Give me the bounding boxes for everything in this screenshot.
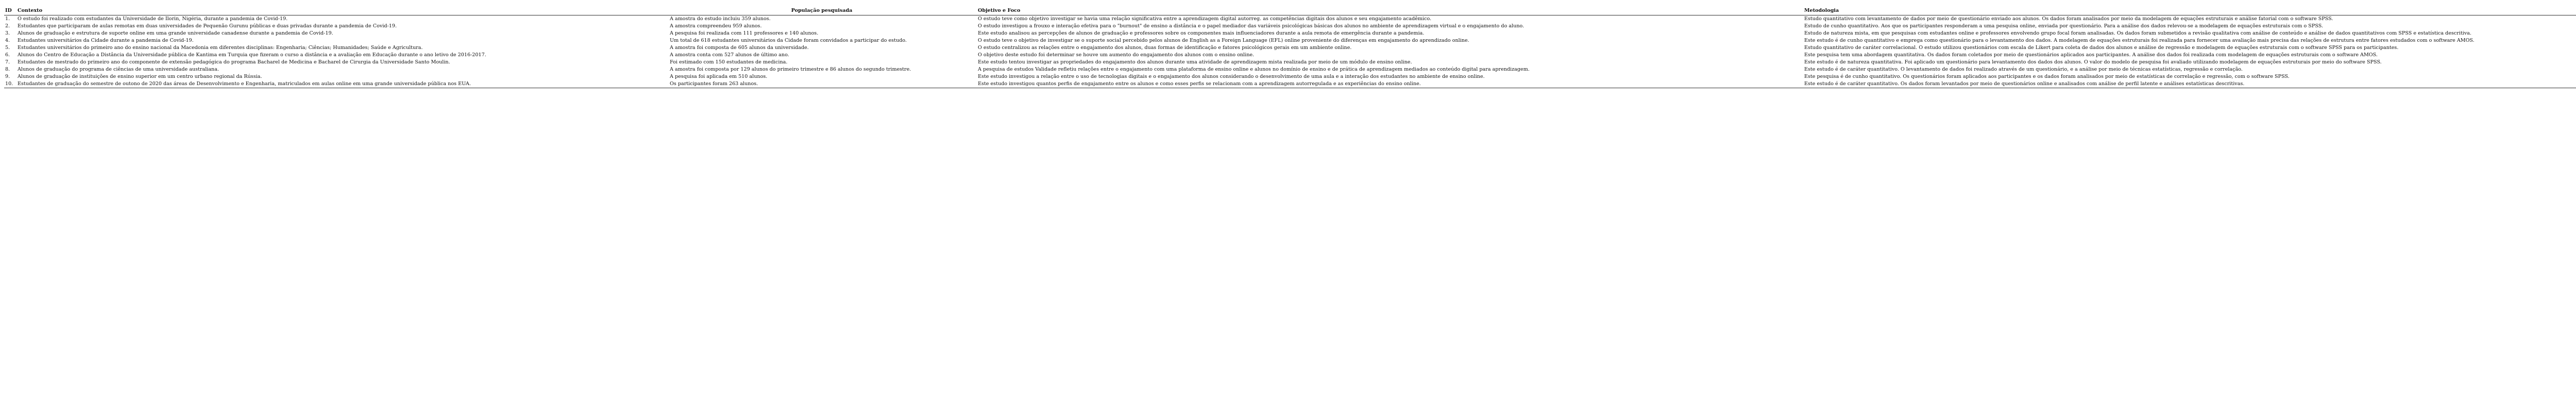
table-row [4, 80, 2576, 88]
cell-id: 2. [5, 23, 10, 29]
table-body [4, 15, 2576, 88]
cell-populacao: Um total de 618 estudantes universitários da Cidade foram convidados a participar do estudo. [670, 37, 907, 43]
cell-populacao: A amostra foi composta de 605 alunos da universidade. [670, 44, 809, 51]
cell-metodologia: Este estudo é de caráter quantitativo. Os dados foram levantados por meio de questionários online e analisados com análise de perfil latente e análises estatísticas descritivas. [1803, 80, 2576, 88]
cell-contexto: Alunos do Centro de Educação a Distância da Universidade pública de Kantima em Turquia que fizeram o curso a distância e a avaliação em Educação durante o ano letivo de 2016-2017. [18, 52, 486, 58]
cell-populacao: Foi estimado com 150 estudantes de medicina. [670, 59, 788, 65]
cell-contexto: Estudantes de mestrado do primeiro ano do componente de extensão pedagógica do programa Bacharel de Medicina e Bacharel de Cirurgia da Universidade Santo Moulin. [18, 59, 450, 65]
header-id: ID [4, 7, 16, 15]
cell-contexto: Estudantes universitários da Cidade durante a pandemia de Covid-19. [18, 37, 194, 43]
cell-objetivo: Este estudo analisou as percepções de alunos de graduação e professores sobre os componentes mais influenciadores durante a aula remota de emergência durante a pandemia. [978, 30, 1425, 36]
table-row [4, 44, 2576, 52]
cell-objetivo: O estudo teve como objetivo investigar se havia uma relação significativa entre a aprendizagem digital autorreg. as competências digitais dos alunos e seu engajamento acadêmico. [978, 15, 1432, 22]
cell-contexto: O estudo foi realizado com estudantes da Universidade de Ilorin, Nigéria, durante a pandemia de Covid-19. [18, 15, 288, 22]
cell-metodologia: Estudo de cunho quantitativo. Aos que os participantes responderam a uma pesquisa online, enviada por questionário. Para a análise dos dados relevou-se a modelagem de equações estruturais com o SPSS. [1804, 23, 2324, 29]
cell-objetivo: O estudo teve o objetivo de investigar se o suporte social percebido pelos alunos de English as a Foreign Language (EFL) online proveniente do diferenças em engajamento do aprendizado online. [978, 37, 1469, 43]
studies-table [4, 7, 2576, 88]
cell-objetivo: Este estudo investigou quantos perfis de engajamento entre os alunos e como esses perfis se relacionam com a aprendizagem autorregulada e as experiências do ensino online. [977, 80, 1803, 88]
cell-populacao: Os participantes foram 263 alunos. [669, 80, 977, 88]
cell-id: 6. [5, 52, 10, 58]
cell-metodologia: Estudo de natureza mista, em que pesquisas com estudantes online e professores envolvendo grupo focal foram analisadas. Os dados foram submetidos a revisão qualitativa com análise de conteúdo e análise de dados quantitativos com SPSS e estatística descritiva. [1804, 30, 2472, 36]
cell-contexto: Alunos de graduação de instituições de ensino superior em um centro urbano regional da Rússia. [18, 73, 262, 79]
cell-id: 10. [4, 80, 16, 88]
cell-populacao: A amostra foi composta por 129 alunos do primeiro trimestre e 86 alunos do segundo trimestre. [670, 66, 911, 72]
cell-populacao: A amostra compreendeu 959 alunos. [670, 23, 762, 29]
table-header [4, 7, 2576, 15]
cell-contexto: Alunos de graduação do programa de ciências de uma universidade australiana. [18, 66, 219, 72]
cell-objetivo: Este estudo tentou investigar as propriedades do engajamento dos alunos durante uma atividade de aprendizagem mista realizada por meio de um módulo de ensino online. [978, 59, 1412, 65]
cell-id: 9. [5, 73, 10, 79]
cell-contexto: Estudantes que participaram de aulas remotas em duas universidades de Pequenão Gurunu públicas e duas privadas durante a pandemia de Covid-19. [18, 23, 397, 29]
table-row [4, 59, 2576, 66]
table-row [4, 15, 2576, 22]
cell-objetivo: O estudo centralizou as relações entre o engajamento dos alunos, duas formas de identificação e fatores psicológicos gerais em um ambiente online. [978, 44, 1352, 51]
cell-objetivo: O estudo investigou a frouxo e interação efetiva para o "burnout" de ensino a distância e o papel mediador das variáveis psicológicas básicas dos alunos no ambiente de aprendizagem virtual e o engajamento do aluno. [978, 23, 1524, 29]
table-row [4, 30, 2576, 37]
cell-objetivo: A pesquisa de estudos Validade refletiu relações entre o engajamento com uma plataforma de ensino online e alunos no domínio de ensino e de prática de aprendizagem mediados ao conteúdo digital para aprendizagem. [978, 66, 1530, 72]
cell-objetivo: O objetivo deste estudo foi determinar se houve um aumento do engajamento dos alunos com o ensino online. [978, 52, 1255, 58]
cell-id: 1. [5, 15, 10, 22]
cell-contexto: Alunos de graduação e estrutura de suporte online em uma grande universidade canadense durante a pandemia de Covid-19. [18, 30, 333, 36]
cell-metodologia: Este estudo é de natureza quantitativa. Foi aplicado um questionário para levantamento dos dados dos alunos. O valor do modelo de pesquisa foi avaliado utilizando modelagem de equações estruturais por meio do software SPSS. [1804, 59, 2382, 65]
cell-contexto: Estudantes universitários do primeiro ano do ensino nacional da Macedonia em diferentes disciplinas: Engenharia; Ciências; Humanidades; Saúde e Agricultura. [18, 44, 423, 51]
cell-populacao: A pesquisa foi aplicada em 510 alunos. [670, 73, 768, 79]
cell-id: 5. [5, 44, 10, 51]
table-row [4, 73, 2576, 80]
cell-metodologia: Estudo quantitativo de caráter correlacional. O estudo utilizou questionários com escala de Likert para coleta de dados dos alunos e análise de regressão e modelagem de equações estruturais com o software SPSS para os participantes. [1804, 44, 2399, 51]
cell-id: 4. [5, 37, 10, 43]
header-contexto: Contexto [16, 7, 669, 15]
header-row [4, 7, 2576, 15]
header-metodologia: Metodologia [1803, 7, 2576, 15]
cell-objetivo: Este estudo investigou a relação entre o uso de tecnologias digitais e o engajamento dos alunos considerando o desenvolvimento de uma aula e a interação dos estudantes no ambiente de ensino online. [978, 73, 1485, 79]
cell-populacao: A amostra conta com 527 alunos de último ano. [670, 52, 789, 58]
cell-id: 8. [5, 66, 10, 72]
cell-id: 7. [5, 59, 10, 65]
header-populacao: População pesquisada [669, 7, 977, 15]
cell-populacao: A amostra do estudo incluiu 359 alunos. [670, 15, 771, 22]
cell-metodologia: Estudo quantitativo com levantamento de dados por meio de questionário enviado aos alunos. Os dados foram analisados por meio da modelagem de equações estruturais e análise fatorial com o software SPSS. [1804, 15, 2333, 22]
table-row [4, 23, 2576, 30]
cell-metodologia: Este pesquisa é de cunho quantitativo. Os questionários foram aplicados aos participantes e os dados foram analisados por meio de estatísticas de correlação e regressão, com o software SPSS. [1804, 73, 2290, 79]
cell-metodologia: Este estudo é de cunho quantitativo e emprega como questionário para o levantamento dos dados. A modelagem de equações estruturais foi realizada para fornecer uma avaliação mais precisa das relações de estrutura entre fatores estudados com o software AMOS. [1804, 37, 2475, 43]
cell-contexto: Estudantes de graduação do semestre de outono de 2020 das áreas de Desenvolvimento e Engenharia, matriculados em aulas online em uma grande universidade pública nos EUA. [16, 80, 669, 88]
table-row [4, 52, 2576, 59]
cell-id: 3. [5, 30, 10, 36]
table-row [4, 37, 2576, 44]
header-objetivo: Objetivo e Foco [977, 7, 1803, 15]
cell-populacao: A pesquisa foi realizada com 111 professores e 140 alunos. [670, 30, 819, 36]
table-row [4, 66, 2576, 73]
cell-metodologia: Este pesquisa tem uma abordagem quantitativa. Os dados foram coletados por meio de questionários aplicados aos participantes. A análise dos dados foi realizada com modelagem de equações estruturais com o software AMOS. [1804, 52, 2378, 58]
cell-metodologia: Este estudo é de caráter quantitativo. O levantamento de dados foi realizado através de um questionário, e a análise por meio de técnicas estatísticas, regressão e correlação. [1804, 66, 2243, 72]
